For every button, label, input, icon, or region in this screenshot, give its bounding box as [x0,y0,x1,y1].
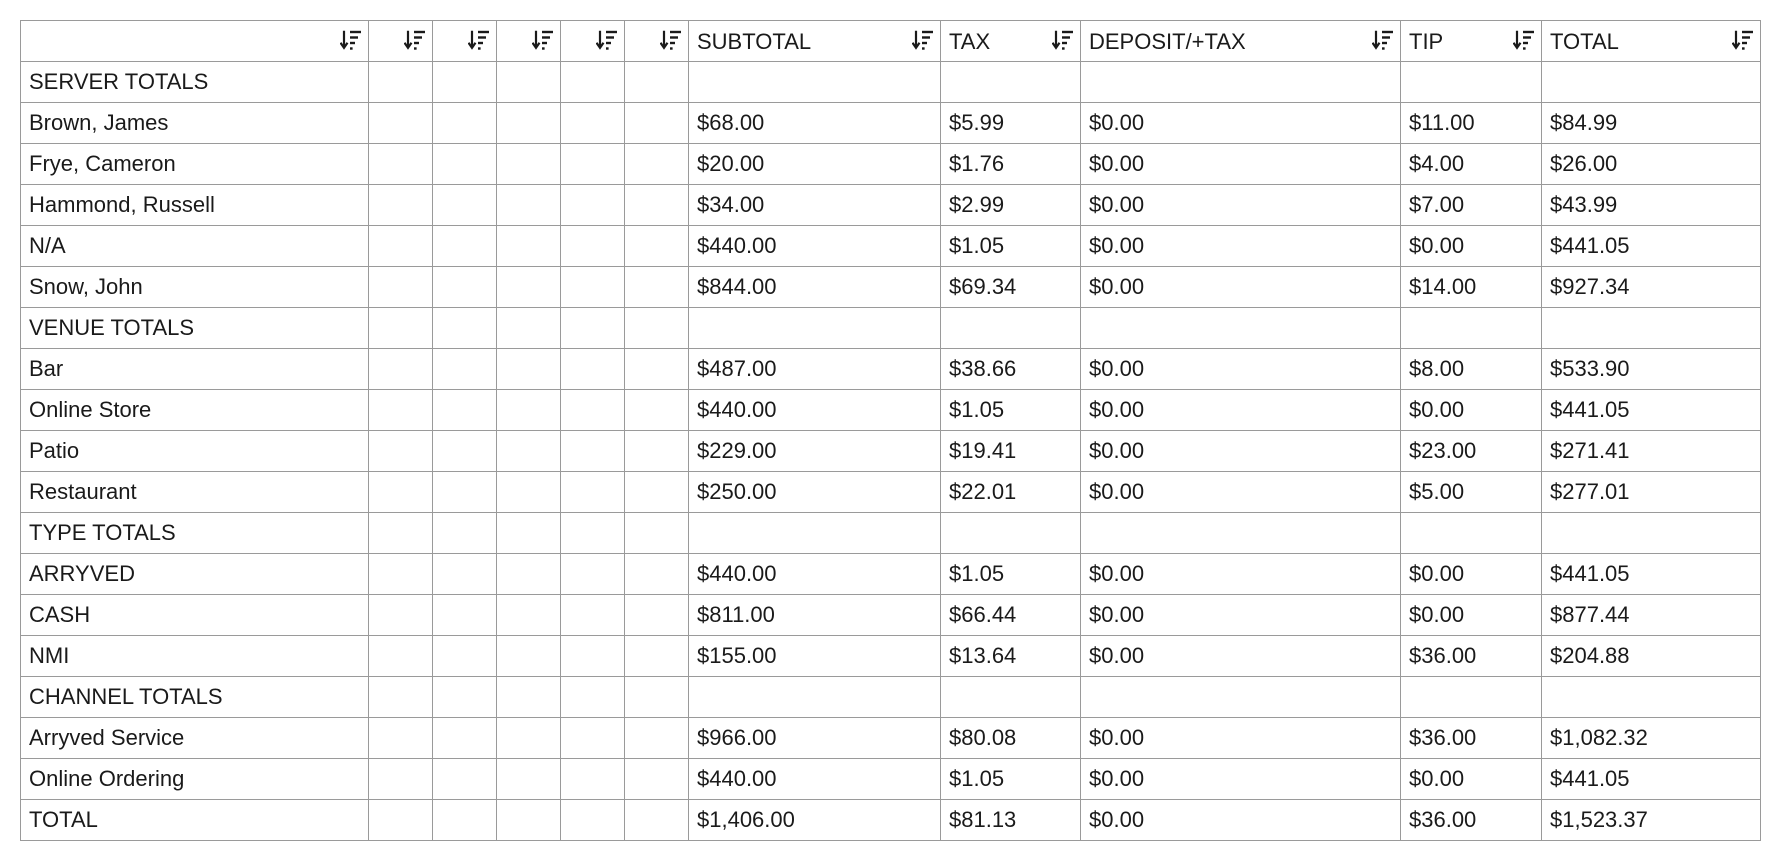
table-row [21,185,1761,226]
subtotal-cell [689,62,941,103]
column-header-blank-1[interactable] [369,21,433,62]
column-header-label: TAX [949,29,991,54]
subtotal-cell: $440.00 [689,390,941,431]
section-header-row [21,677,1761,718]
tip-cell: $0.00 [1401,595,1542,636]
blank-cell [625,431,689,472]
blank-cell [625,513,689,554]
tip-cell [1401,308,1542,349]
column-header-blank-4[interactable] [561,21,625,62]
table-row [21,226,1761,267]
total-cell: $1,523.37 [1542,800,1761,841]
blank-cell [433,267,497,308]
tax-cell: $66.44 [941,595,1081,636]
deposit-tax-cell: $0.00 [1081,554,1401,595]
blank-cell [497,62,561,103]
table-row [21,636,1761,677]
name-cell: VENUE TOTALS [21,308,369,349]
blank-cell [497,226,561,267]
blank-cell [561,267,625,308]
column-header-label: TOTAL [1550,29,1619,54]
blank-cell [625,472,689,513]
subtotal-cell [689,308,941,349]
deposit-tax-cell [1081,308,1401,349]
name-cell: Frye, Cameron [21,144,369,185]
tip-cell: $23.00 [1401,431,1542,472]
blank-cell [625,677,689,718]
blank-cell [433,144,497,185]
blank-cell [369,718,433,759]
tip-cell: $0.00 [1401,554,1542,595]
name-cell: TYPE TOTALS [21,513,369,554]
blank-cell [497,390,561,431]
blank-cell [561,144,625,185]
blank-cell [369,759,433,800]
name-cell: NMI [21,636,369,677]
column-header-name[interactable] [21,21,369,62]
blank-cell [369,554,433,595]
tip-cell [1401,513,1542,554]
tip-cell: $5.00 [1401,472,1542,513]
blank-cell [369,62,433,103]
tax-cell [941,62,1081,103]
blank-cell [561,800,625,841]
column-header-blank-2[interactable] [433,21,497,62]
blank-cell [561,431,625,472]
deposit-tax-cell: $0.00 [1081,431,1401,472]
total-cell: $441.05 [1542,226,1761,267]
blank-cell [561,677,625,718]
tax-cell: $81.13 [941,800,1081,841]
blank-cell [497,800,561,841]
blank-cell [369,226,433,267]
tip-cell: $8.00 [1401,349,1542,390]
deposit-tax-cell: $0.00 [1081,390,1401,431]
blank-cell [625,62,689,103]
deposit-tax-cell [1081,62,1401,103]
blank-cell [369,472,433,513]
column-header-label: SUBTOTAL [697,29,812,54]
blank-cell [497,431,561,472]
total-cell: $927.34 [1542,267,1761,308]
blank-cell [561,759,625,800]
table-row [21,759,1761,800]
total-cell [1542,308,1761,349]
table-row [21,144,1761,185]
section-header-row [21,308,1761,349]
total-cell: $277.01 [1542,472,1761,513]
deposit-tax-cell: $0.00 [1081,595,1401,636]
deposit-tax-cell: $0.00 [1081,144,1401,185]
deposit-tax-cell [1081,513,1401,554]
table-row [21,103,1761,144]
blank-cell [433,513,497,554]
total-cell: $204.88 [1542,636,1761,677]
name-cell: CHANNEL TOTALS [21,677,369,718]
blank-cell [369,349,433,390]
subtotal-cell: $250.00 [689,472,941,513]
subtotal-cell: $1,406.00 [689,800,941,841]
blank-cell [369,636,433,677]
tax-cell: $5.99 [941,103,1081,144]
blank-cell [497,636,561,677]
total-cell: $43.99 [1542,185,1761,226]
column-header-total[interactable] [1542,21,1761,62]
tax-cell: $2.99 [941,185,1081,226]
blank-cell [433,226,497,267]
blank-cell [369,308,433,349]
name-cell: CASH [21,595,369,636]
sort-descending-icon[interactable] [404,28,426,52]
tip-cell [1401,677,1542,718]
blank-cell [561,390,625,431]
blank-cell [369,800,433,841]
column-header-label: DEPOSIT/+TAX [1089,29,1246,54]
column-header-label: TIP [1409,29,1444,54]
tax-cell: $1.05 [941,390,1081,431]
subtotal-cell: $811.00 [689,595,941,636]
table-row [21,349,1761,390]
name-cell: Snow, John [21,267,369,308]
tax-cell: $80.08 [941,718,1081,759]
blank-cell [497,103,561,144]
blank-cell [433,308,497,349]
table-row [21,718,1761,759]
total-cell: $26.00 [1542,144,1761,185]
blank-cell [433,800,497,841]
section-header-row [21,62,1761,103]
tip-cell: $7.00 [1401,185,1542,226]
total-cell: $441.05 [1542,390,1761,431]
tax-cell: $69.34 [941,267,1081,308]
tax-cell [941,308,1081,349]
subtotal-cell: $440.00 [689,554,941,595]
blank-cell [433,554,497,595]
sales-totals-table [20,20,1761,841]
deposit-tax-cell: $0.00 [1081,472,1401,513]
blank-cell [625,390,689,431]
tax-cell: $1.05 [941,554,1081,595]
subtotal-cell: $440.00 [689,226,941,267]
blank-cell [369,513,433,554]
column-header-blank-3[interactable] [497,21,561,62]
table-row [21,595,1761,636]
blank-cell [625,636,689,677]
tax-cell: $1.76 [941,144,1081,185]
blank-cell [433,390,497,431]
blank-cell [497,308,561,349]
blank-cell [497,595,561,636]
deposit-tax-cell [1081,677,1401,718]
name-cell: SERVER TOTALS [21,62,369,103]
sort-descending-icon[interactable] [912,28,934,52]
name-cell: Restaurant [21,472,369,513]
tip-cell: $14.00 [1401,267,1542,308]
report-table-container [20,20,1761,841]
table-row [21,554,1761,595]
blank-cell [625,103,689,144]
subtotal-cell: $966.00 [689,718,941,759]
sort-descending-icon[interactable] [596,28,618,52]
sort-descending-icon[interactable] [468,28,490,52]
table-body [21,62,1761,841]
blank-cell [625,759,689,800]
name-cell: Brown, James [21,103,369,144]
table-row [21,472,1761,513]
section-header-row [21,513,1761,554]
subtotal-cell: $20.00 [689,144,941,185]
name-cell: TOTAL [21,800,369,841]
tip-cell: $0.00 [1401,226,1542,267]
blank-cell [497,185,561,226]
blank-cell [561,595,625,636]
blank-cell [433,636,497,677]
table-row [21,267,1761,308]
blank-cell [625,595,689,636]
column-header-tip[interactable] [1401,21,1542,62]
blank-cell [625,226,689,267]
blank-cell [561,226,625,267]
blank-cell [561,472,625,513]
blank-cell [497,513,561,554]
column-header-blank-5[interactable] [625,21,689,62]
tip-cell: $36.00 [1401,636,1542,677]
blank-cell [433,62,497,103]
total-cell [1542,62,1761,103]
total-cell [1542,513,1761,554]
tax-cell: $38.66 [941,349,1081,390]
column-header-deposit-tax[interactable] [1081,21,1401,62]
subtotal-cell: $440.00 [689,759,941,800]
tax-cell: $1.05 [941,226,1081,267]
blank-cell [561,308,625,349]
blank-cell [561,554,625,595]
tax-cell [941,677,1081,718]
total-cell [1542,677,1761,718]
blank-cell [369,185,433,226]
subtotal-cell: $155.00 [689,636,941,677]
tip-cell: $11.00 [1401,103,1542,144]
header-row [21,21,1761,62]
blank-cell [433,677,497,718]
subtotal-cell: $34.00 [689,185,941,226]
sort-descending-icon[interactable] [532,28,554,52]
tip-cell: $0.00 [1401,759,1542,800]
blank-cell [433,595,497,636]
blank-cell [497,349,561,390]
table-row [21,390,1761,431]
tax-cell: $19.41 [941,431,1081,472]
column-header-subtotal[interactable] [689,21,941,62]
tip-cell [1401,62,1542,103]
total-cell: $84.99 [1542,103,1761,144]
deposit-tax-cell: $0.00 [1081,800,1401,841]
deposit-tax-cell: $0.00 [1081,718,1401,759]
blank-cell [369,431,433,472]
name-cell: ARRYVED [21,554,369,595]
table-row [21,431,1761,472]
blank-cell [561,636,625,677]
blank-cell [433,431,497,472]
sort-descending-icon[interactable] [1732,28,1754,52]
blank-cell [369,595,433,636]
blank-cell [369,390,433,431]
tip-cell: $4.00 [1401,144,1542,185]
blank-cell [433,718,497,759]
blank-cell [497,472,561,513]
blank-cell [561,513,625,554]
blank-cell [561,103,625,144]
name-cell: Bar [21,349,369,390]
deposit-tax-cell: $0.00 [1081,185,1401,226]
name-cell: Online Store [21,390,369,431]
name-cell: Hammond, Russell [21,185,369,226]
blank-cell [433,103,497,144]
total-cell: $877.44 [1542,595,1761,636]
blank-cell [561,718,625,759]
tip-cell: $36.00 [1401,800,1542,841]
subtotal-cell: $229.00 [689,431,941,472]
tax-cell: $22.01 [941,472,1081,513]
blank-cell [625,800,689,841]
name-cell: N/A [21,226,369,267]
total-cell: $271.41 [1542,431,1761,472]
total-cell: $533.90 [1542,349,1761,390]
blank-cell [433,472,497,513]
blank-cell [433,185,497,226]
subtotal-cell [689,513,941,554]
blank-cell [369,103,433,144]
tax-cell: $1.05 [941,759,1081,800]
total-cell: $1,082.32 [1542,718,1761,759]
blank-cell [497,554,561,595]
subtotal-cell: $487.00 [689,349,941,390]
subtotal-cell [689,677,941,718]
name-cell: Arryved Service [21,718,369,759]
total-cell: $441.05 [1542,554,1761,595]
tax-cell [941,513,1081,554]
blank-cell [497,144,561,185]
deposit-tax-cell: $0.00 [1081,349,1401,390]
blank-cell [497,267,561,308]
blank-cell [561,185,625,226]
name-cell: Online Ordering [21,759,369,800]
sort-descending-icon[interactable] [340,28,362,52]
total-cell: $441.05 [1542,759,1761,800]
blank-cell [497,677,561,718]
tax-cell: $13.64 [941,636,1081,677]
grand-total-row [21,800,1761,841]
deposit-tax-cell: $0.00 [1081,759,1401,800]
tip-cell: $36.00 [1401,718,1542,759]
blank-cell [625,554,689,595]
sort-descending-icon[interactable] [660,28,682,52]
sort-descending-icon[interactable] [1372,28,1394,52]
blank-cell [433,759,497,800]
blank-cell [369,267,433,308]
blank-cell [625,185,689,226]
blank-cell [369,677,433,718]
deposit-tax-cell: $0.00 [1081,267,1401,308]
blank-cell [625,308,689,349]
name-cell: Patio [21,431,369,472]
blank-cell [625,718,689,759]
blank-cell [497,718,561,759]
tip-cell: $0.00 [1401,390,1542,431]
blank-cell [561,62,625,103]
deposit-tax-cell: $0.00 [1081,226,1401,267]
column-header-tax[interactable] [941,21,1081,62]
deposit-tax-cell: $0.00 [1081,103,1401,144]
blank-cell [625,144,689,185]
blank-cell [561,349,625,390]
blank-cell [497,759,561,800]
blank-cell [433,349,497,390]
subtotal-cell: $844.00 [689,267,941,308]
blank-cell [625,267,689,308]
deposit-tax-cell: $0.00 [1081,636,1401,677]
blank-cell [369,144,433,185]
subtotal-cell: $68.00 [689,103,941,144]
sort-descending-icon[interactable] [1052,28,1074,52]
sort-descending-icon[interactable] [1513,28,1535,52]
blank-cell [625,349,689,390]
